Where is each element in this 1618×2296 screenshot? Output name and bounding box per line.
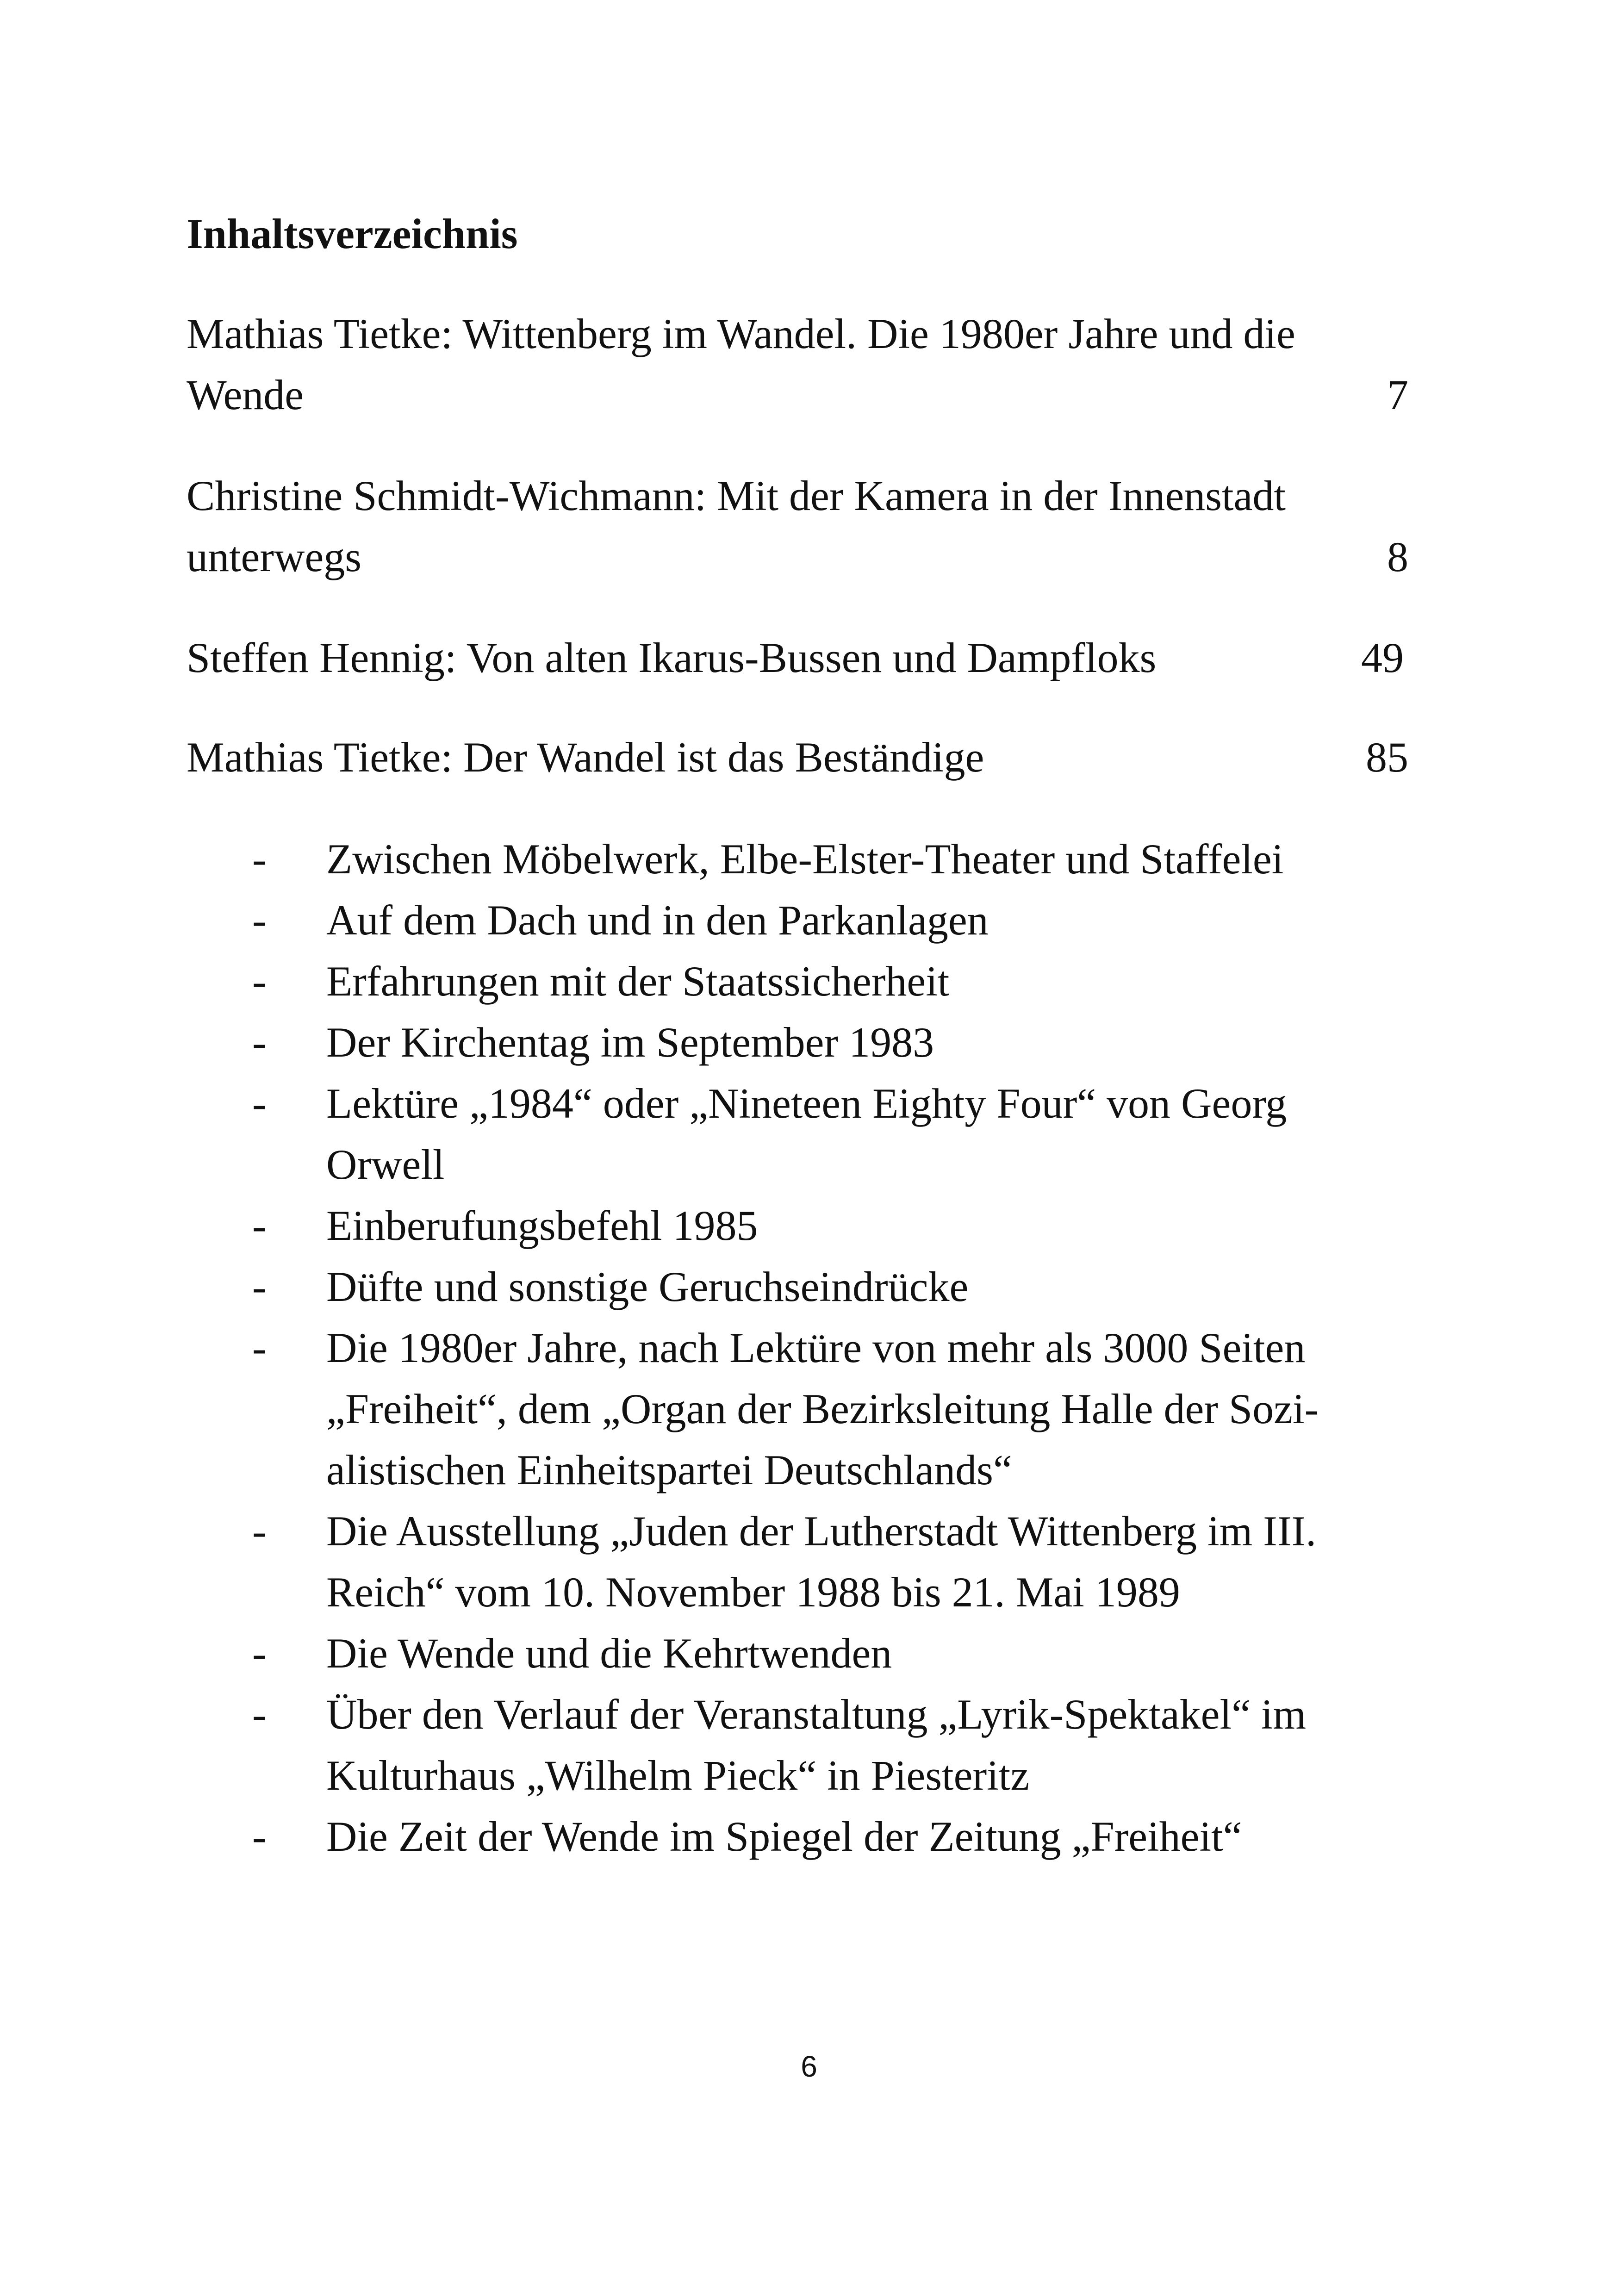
toc-entry[interactable]	[187, 303, 1408, 425]
dash-bullet: -	[252, 1630, 267, 1677]
toc-subsection-item[interactable]	[252, 1623, 1409, 1684]
toc-subsection-title: Die Zeit der Wende im Spiegel der Zeitung „Freiheit“	[326, 1813, 1242, 1860]
toc-subsection-item[interactable]	[252, 1317, 1409, 1500]
toc-subsection-item[interactable]	[252, 1073, 1409, 1195]
dash-bullet: -	[252, 1080, 267, 1127]
toc-entry-title: Mathias Tietke: Wittenberg im Wandel. Die 1980er Jahre und die Wende	[187, 310, 1295, 418]
toc-entry[interactable]	[187, 465, 1408, 587]
toc-subsection-title: Die 1980er Jahre, nach Lektüre von mehr als 3000 Seiten „Freiheit“, dem „Organ der Bezirksleitung Halle der Sozi-alistischen Einheitspartei Deutschlands“	[326, 1324, 1319, 1493]
dash-bullet: -	[252, 1691, 267, 1738]
toc-subsection-title: Einberufungsbefehl 1985	[326, 1202, 758, 1249]
toc-subsection-item[interactable]	[252, 1256, 1409, 1317]
toc-entry[interactable]	[187, 727, 1408, 788]
toc-subsection-item[interactable]	[252, 1500, 1409, 1623]
toc-subsection-title: Der Kirchentag im September 1983	[326, 1019, 934, 1066]
toc-subsection-title: Die Wende und die Kehrtwenden	[326, 1630, 892, 1677]
toc-subsection-title: Lektüre „1984“ oder „Nineteen Eighty Four“ von Georg Orwell	[326, 1080, 1287, 1188]
toc-subsection-item[interactable]	[252, 828, 1409, 890]
dash-bullet: -	[252, 958, 267, 1005]
toc-entry[interactable]	[187, 627, 1408, 688]
toc-subsection-item[interactable]	[252, 1195, 1409, 1256]
toc-subsection-item[interactable]	[252, 951, 1409, 1012]
toc-subsection-title: Auf dem Dach und in den Parkanlagen	[326, 896, 989, 944]
toc-heading: Inhaltsverzeichnis	[187, 210, 518, 257]
toc-subsection-list	[252, 828, 1409, 1867]
dash-bullet: -	[252, 1813, 267, 1860]
dash-bullet: -	[252, 1019, 267, 1066]
toc-entry-title: Steffen Hennig: Von alten Ikarus-Bussen und Dampfloks	[187, 634, 1157, 681]
dash-bullet: -	[252, 1263, 267, 1310]
toc-entry-page: 8	[1387, 533, 1408, 580]
toc-entry-page: 7	[1387, 371, 1408, 418]
dash-bullet: -	[252, 1202, 267, 1249]
toc-entry-page: 85	[1366, 734, 1408, 781]
toc-subsection-item[interactable]	[252, 1012, 1409, 1073]
toc-entry-page: 49	[1361, 634, 1404, 681]
page-number: 6	[801, 2050, 817, 2083]
dash-bullet: -	[252, 1507, 267, 1555]
toc-subsection-item[interactable]	[252, 890, 1409, 951]
toc-entry-title: Mathias Tietke: Der Wandel ist das Beständige	[187, 734, 984, 781]
dash-bullet: -	[252, 1324, 267, 1371]
toc-subsection-title: Erfahrungen mit der Staatssicherheit	[326, 958, 950, 1005]
toc-subsection-item[interactable]	[252, 1806, 1409, 1867]
toc-entry-title: Christine Schmidt-Wichmann: Mit der Kamera in der Innenstadt unterwegs	[187, 472, 1286, 580]
toc-subsection-title: Zwischen Möbelwerk, Elbe-Elster-Theater und Staffelei	[326, 835, 1284, 883]
toc-subsection-title: Die Ausstellung „Juden der Lutherstadt Wittenberg im III. Reich“ vom 10. November 1988 bis 21. Mai 1989	[326, 1507, 1317, 1616]
toc-subsection-title: Düfte und sonstige Geruchseindrücke	[326, 1263, 969, 1310]
toc-subsection-title: Über den Verlauf der Veranstaltung „Lyrik-Spektakel“ im Kulturhaus „Wilhelm Pieck“ in Piesteritz	[326, 1691, 1307, 1799]
toc-subsection-item[interactable]	[252, 1684, 1409, 1806]
dash-bullet: -	[252, 896, 267, 944]
dash-bullet: -	[252, 835, 267, 883]
